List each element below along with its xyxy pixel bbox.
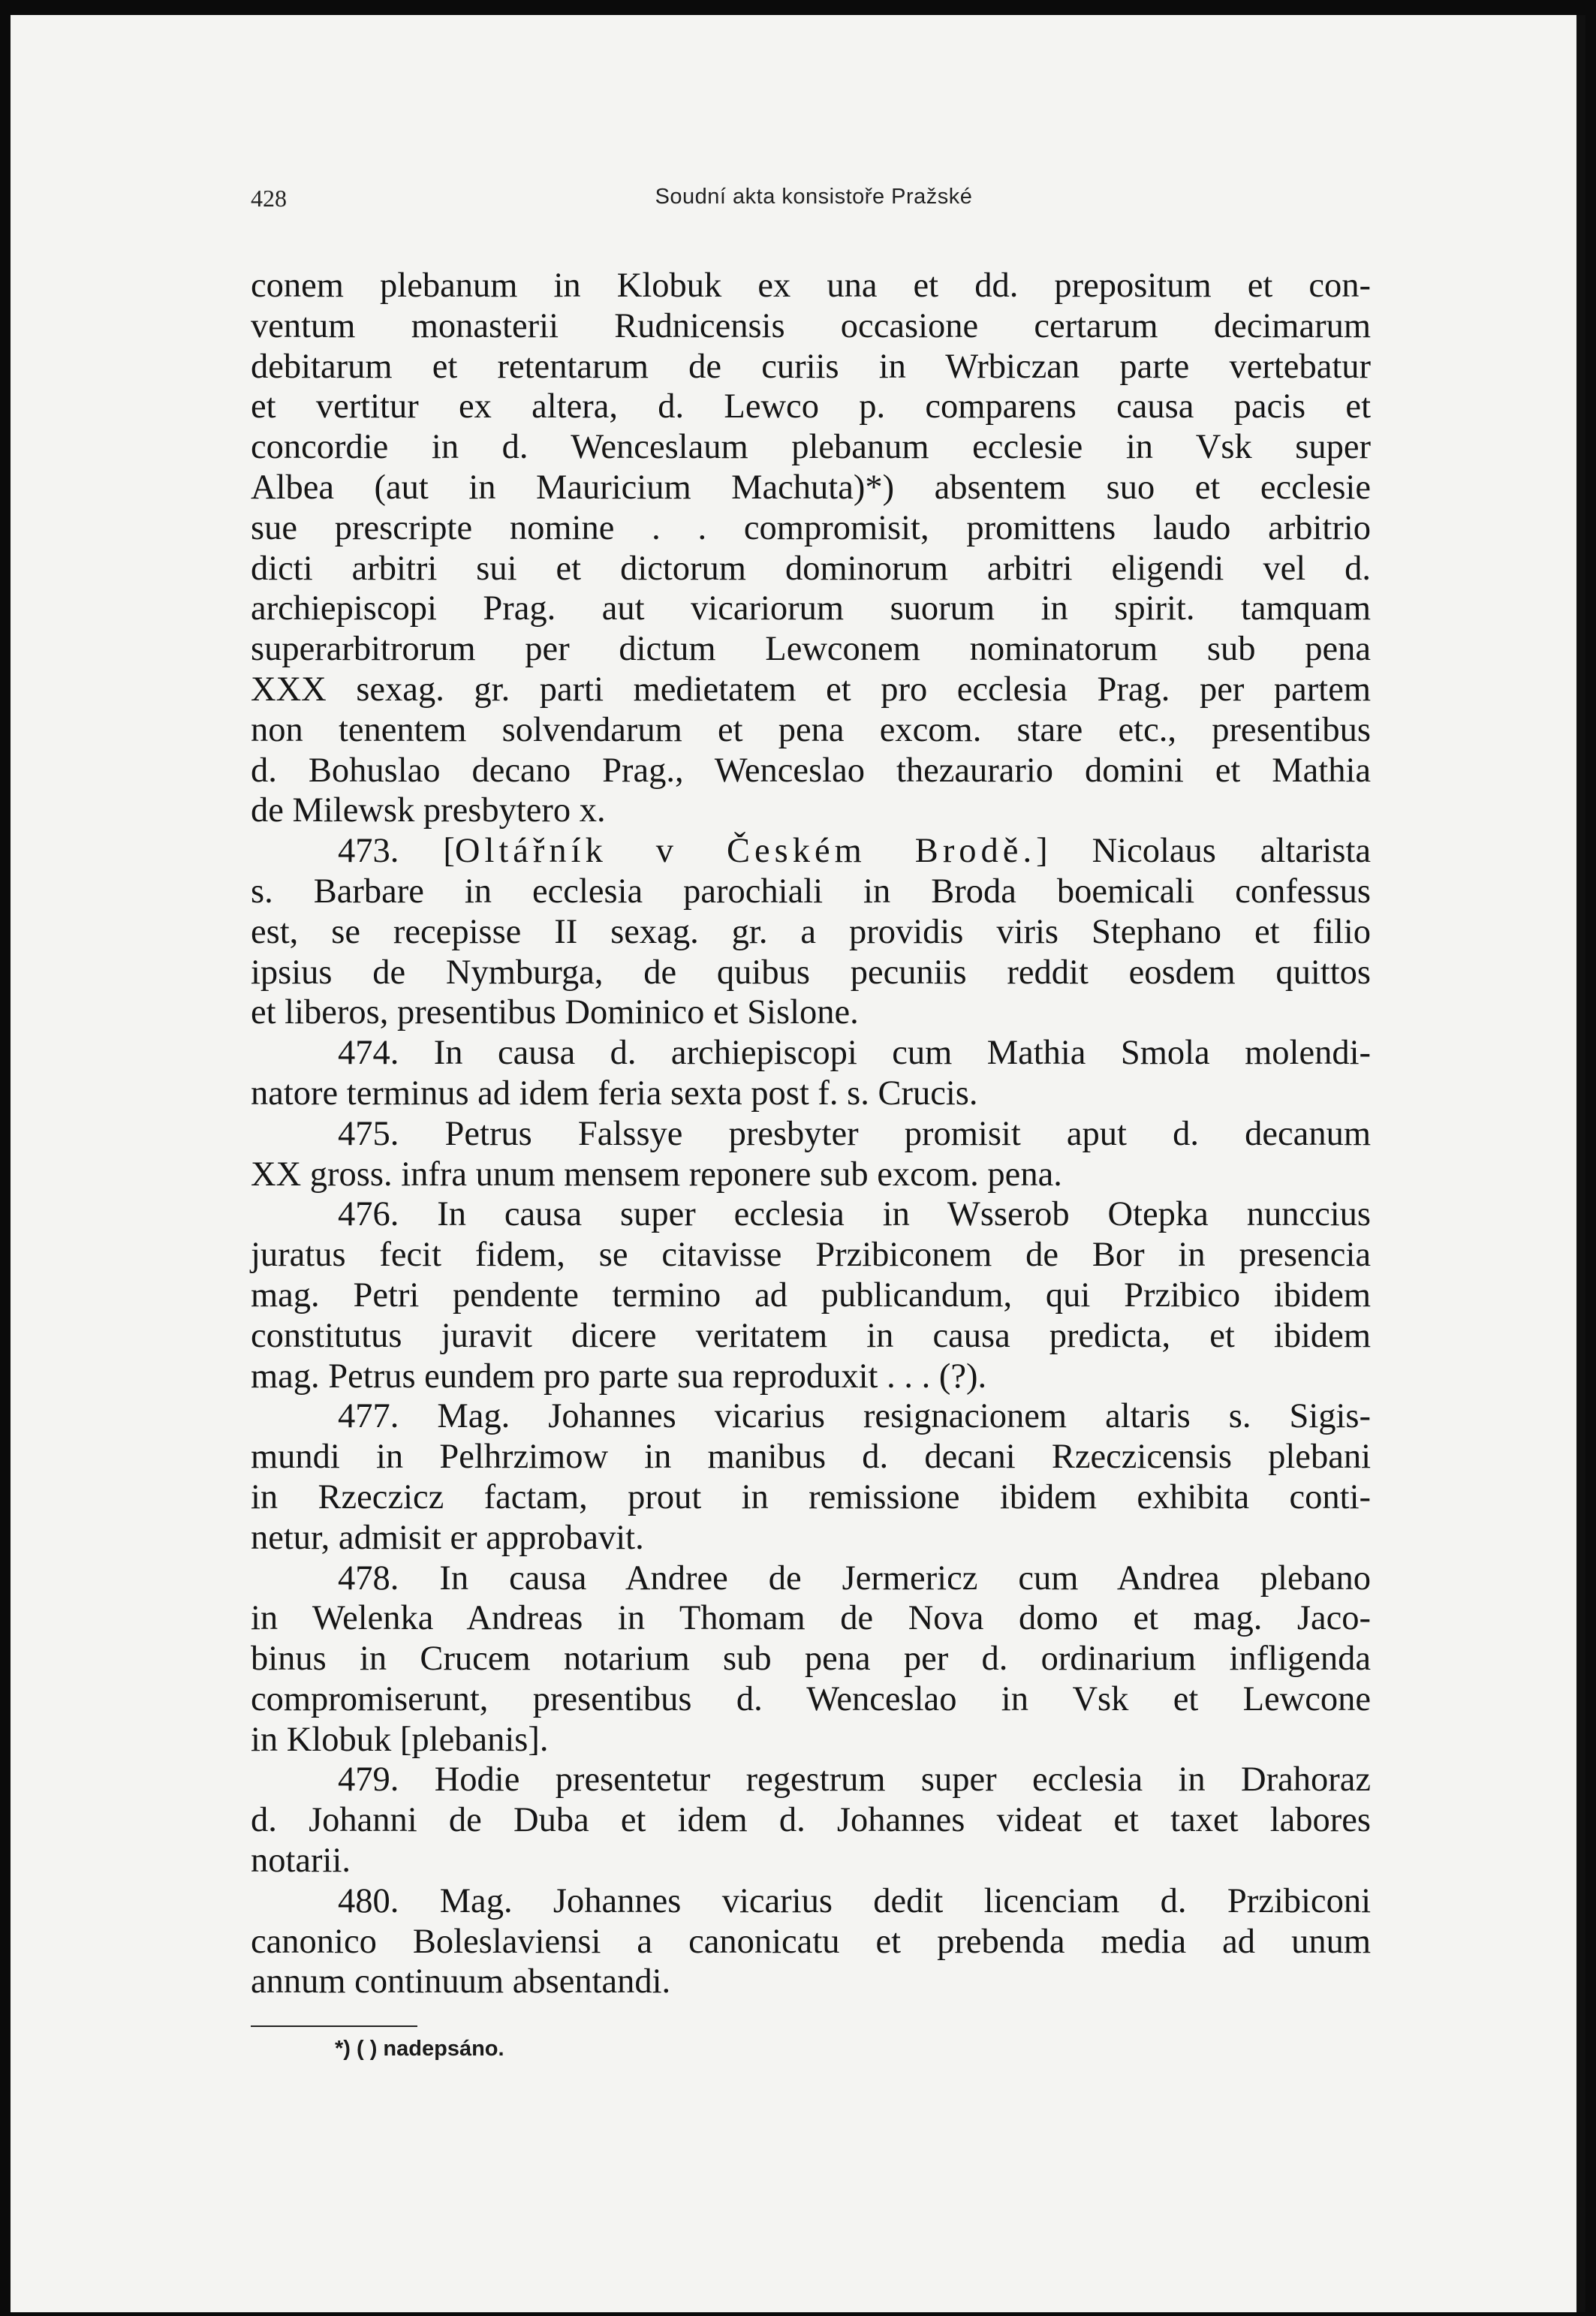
- entry-475-line: 475. Petrus Falssye presbyter promisit aput d. decanum: [338, 1114, 1371, 1153]
- text-line: juratus fecit fidem, se citavisse Przibiconem de Bor in presencia: [251, 1236, 1371, 1275]
- text-line: d. Johanni de Duba et idem d. Johannes videat et taxet labores: [251, 1801, 1371, 1840]
- text-line: in Welenka Andreas in Thomam de Nova domo et mag. Jaco-: [251, 1599, 1371, 1638]
- text-line: ipsius de Nymburga, de quibus pecuniis reddit eosdem quittos: [251, 953, 1371, 992]
- text-line: notarii.: [251, 1842, 351, 1881]
- page-number: 428: [251, 185, 287, 212]
- body-text: [251, 266, 1371, 2002]
- entry-478-line: 478. In causa Andree de Jermericz cum Andrea plebano: [338, 1559, 1371, 1598]
- entry-473-heading: Oltářník v Českém Brodě.: [454, 832, 1037, 871]
- text-line: de Milewsk presbytero x.: [251, 791, 606, 830]
- text-line: mundi in Pelhrzimow in manibus d. decani Rzeczicensis plebani: [251, 1438, 1371, 1477]
- footnote-divider: [251, 2025, 417, 2027]
- text-line: et liberos, presentibus Dominico et Sislone.: [251, 993, 859, 1032]
- entry-473-number: 473.: [338, 832, 399, 871]
- text-line: in Rzeczicz factam, prout in remissione ibidem exhibita conti-: [251, 1477, 1371, 1516]
- entry-480-line: 480. Mag. Johannes vicarius dedit licenciam d. Przibiconi: [338, 1881, 1371, 1920]
- text-line: annum continuum absentandi.: [251, 1962, 671, 2001]
- text-line: canonico Boleslaviensi a canonicatu et prebenda media ad unum: [251, 1922, 1371, 1961]
- footnote: *) ( ) nadepsáno.: [335, 2037, 504, 2061]
- entry-473-bracket-open: [: [443, 832, 455, 871]
- text-line: XXX sexag. gr. parti medietatem et pro ecclesia Prag. per partem: [251, 670, 1371, 709]
- entry-479-line: 479. Hodie presentetur regestrum super ecclesia in Drahoraz: [338, 1760, 1371, 1799]
- text-line: d. Bohuslao decano Prag., Wenceslao thezaurario domini et Mathia: [251, 751, 1371, 790]
- entry-473-text: Nicolaus altarista: [1092, 832, 1372, 871]
- text-line: debitarum et retentarum de curiis in Wrbiczan parte vertebatur: [251, 347, 1371, 386]
- document-page: [11, 15, 1585, 2312]
- text-line: superarbitrorum per dictum Lewconem nominatorum sub pena: [251, 630, 1371, 669]
- text-line: et vertitur ex altera, d. Lewco p. comparens causa pacis et: [251, 387, 1371, 426]
- text-line: conem plebanum in Klobuk ex una et dd. prepositum et con-: [251, 267, 1371, 305]
- text-line: natore terminus ad idem feria sexta post f. s. Crucis.: [251, 1074, 978, 1113]
- text-line: constitutus juravit dicere veritatem in causa predicta, et ibidem: [251, 1316, 1371, 1355]
- entry-473-line: [251, 831, 1371, 872]
- text-line: archiepiscopi Prag. aut vicariorum suorum in spirit. tamquam: [251, 589, 1371, 628]
- text-line: mag. Petri pendente termino ad publicandum, qui Przibico ibidem: [251, 1275, 1371, 1315]
- running-title: Soudní akta konsistoře Pražské: [655, 185, 973, 209]
- text-line: mag. Petrus eundem pro parte sua reproduxit . . . (?).: [251, 1357, 987, 1396]
- text-line: sue prescripte nomine . . compromisit, promittens laudo arbitrio: [251, 508, 1371, 547]
- entry-473-bracket-close: ]: [1036, 832, 1048, 871]
- entry-477-line: 477. Mag. Johannes vicarius resignacionem altaris s. Sigis-: [338, 1397, 1371, 1436]
- text-line: s. Barbare in ecclesia parochiali in Broda boemicali confessus: [251, 872, 1371, 911]
- text-line: in Klobuk [plebanis].: [251, 1720, 549, 1759]
- text-line: XX gross. infra unum mensem reponere sub excom. pena.: [251, 1155, 1062, 1194]
- scan-edge: [1576, 15, 1585, 2312]
- text-line: est, se recepisse II sexag. gr. a providis viris Stephano et filio: [251, 912, 1371, 951]
- running-head: [251, 185, 1377, 218]
- entry-476-line: 476. In causa super ecclesia in Wsserob Otepka nunccius: [338, 1195, 1371, 1234]
- text-line: non tenentem solvendarum et pena excom. stare etc., presentibus: [251, 710, 1371, 749]
- text-line: binus in Crucem notarium sub pena per d. ordinarium infligenda: [251, 1640, 1371, 1679]
- entry-474-line: 474. In causa d. archiepiscopi cum Mathia Smola molendi-: [338, 1034, 1371, 1073]
- text-line: dicti arbitri sui et dictorum dominorum arbitri eligendi vel d.: [251, 549, 1371, 588]
- text-line: compromiserunt, presentibus d. Wenceslao in Vsk et Lewcone: [251, 1679, 1371, 1718]
- text-line: Albea (aut in Mauricium Machuta)*) absentem suo et ecclesie: [251, 468, 1371, 507]
- text-line: netur, admisit er approbavit.: [251, 1518, 644, 1557]
- text-line: concordie in d. Wenceslaum plebanum ecclesie in Vsk super: [251, 428, 1371, 467]
- text-line: ventum monasterii Rudnicensis occasione certarum decimarum: [251, 306, 1371, 345]
